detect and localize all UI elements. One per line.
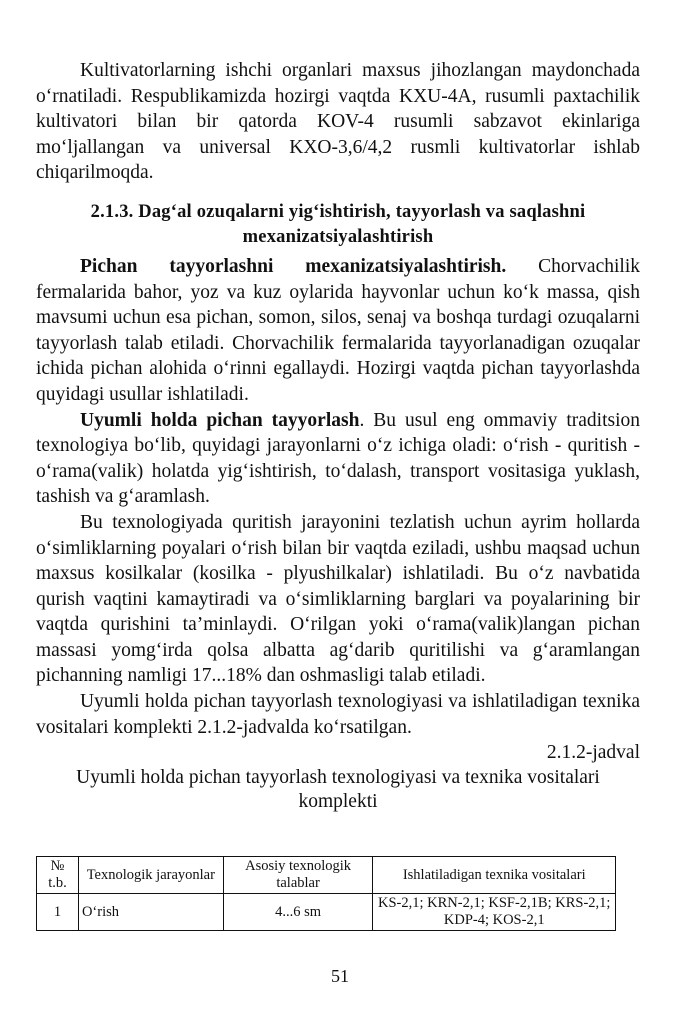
section-heading: 2.1.3. Dag‘al ozuqalarni yig‘ishtirish, tayyorlash va saqlashni mexanizatsiyalashtirish (90, 201, 586, 247)
paragraph-texnologiya: Bu texnologiyada quritish jarayonini tezlatish uchun ayrim hollarda o‘simliklarning poyalari o‘rish bilan bir vaqtda eziladi, ushbu maqsad uchun maxsus kosilkalar (kosilka - plyushilkalar) ishlatiladi. Bu o‘z navbatida qurish vaqtini kamaytiradi va o‘simliklarning barglari va poyalarining bir vaqtda qurishini ta’minlaydi. O‘rilgan yoki o‘rama(valik)langan pichan massasi yomg‘irda qolsa albatta ag‘darib quritilishi va g‘aramlangan pichanning namligi 17...18% dan oshmasligi talab etiladi. (36, 511, 640, 687)
table-header-cell: Asosiy texnologik talablar (223, 857, 373, 894)
table-caption: Uyumli holda pichan tayyorlash texnologiyasi va texnika vositalari komplekti (76, 766, 600, 812)
body-text (36, 58, 640, 814)
table-reference: 2.1.2-jadval (546, 742, 640, 764)
table-cell-requirement: 4...6 sm (223, 894, 373, 931)
table-cell-no: 1 (37, 894, 79, 931)
paragraph-uyumli-bold: Uyumli holda pichan tayyorlash (80, 409, 360, 431)
table-header-cell: Ishlatiladigan texnika vositalari (373, 857, 616, 894)
table-header-cell: № t.b. (37, 857, 79, 894)
equipment-table (36, 856, 616, 931)
table-cell-equipment: KS-2,1; KRN-2,1; KSF-2,1B; KRS-2,1; KDP-4; KOS-2,1 (373, 894, 616, 931)
page-number: 51 (331, 966, 349, 986)
table-header-cell: Texnologik jarayonlar (78, 857, 223, 894)
table-cell-process: O‘rish (78, 894, 223, 931)
paragraph-uyumli-text: . Bu usul eng ommaviy traditsion texnologiya bo‘lib, quyidagi jarayonlarni o‘z ichiga oladi: o‘rish - quritish - o‘rama(valik) holatda yig‘ishtirish, to‘dalash, transport vositasiga yuklash, tashish va g‘aramlash. (36, 409, 640, 508)
table-row (37, 894, 616, 931)
paragraph-uyumli (36, 408, 640, 510)
paragraph-pichan-text: Chorvachilik fermalarida bahor, yoz va kuz oylarida hayvonlar uchun ko‘k massa, qish mavsumi uchun esa pichan, somon, silos, senaj va boshqa turdagi ozuqalarni tayyorlash talab etiladi. Chorvachilik fermalarida tayyorlanadigan ozuqalar ichida pichan alohida o‘rinni egallaydi. Hozirgi vaqtda pichan tayyorlashda quyidagi usullar ishlatiladi. (36, 255, 640, 405)
paragraph-pichan-bold: Pichan tayyorlashni mexanizatsiyalashtirish. (80, 255, 507, 277)
table-header-row (37, 857, 616, 894)
paragraph-komplekt: Uyumli holda pichan tayyorlash texnologiyasi va ishlatiladigan texnika vositalari komplekti 2.1.2-jadvalda ko‘rsatilgan. (36, 691, 640, 738)
paragraph-kultivatorlar: Kultivatorlarning ishchi organlari maxsus jihozlangan maydonchada o‘rnatiladi. Respublikamizda hozirgi vaqtda KXU-4A, rusumli paxtachilik kultivatori bilan bir qatorda KOV-4 rusumli sabzavot ekinlariga mo‘ljallangan va universal KXO-3,6/4,2 rusmli kultivatorlar ishlab chiqarilmoqda. (36, 60, 640, 184)
paragraph-pichan (36, 254, 640, 408)
